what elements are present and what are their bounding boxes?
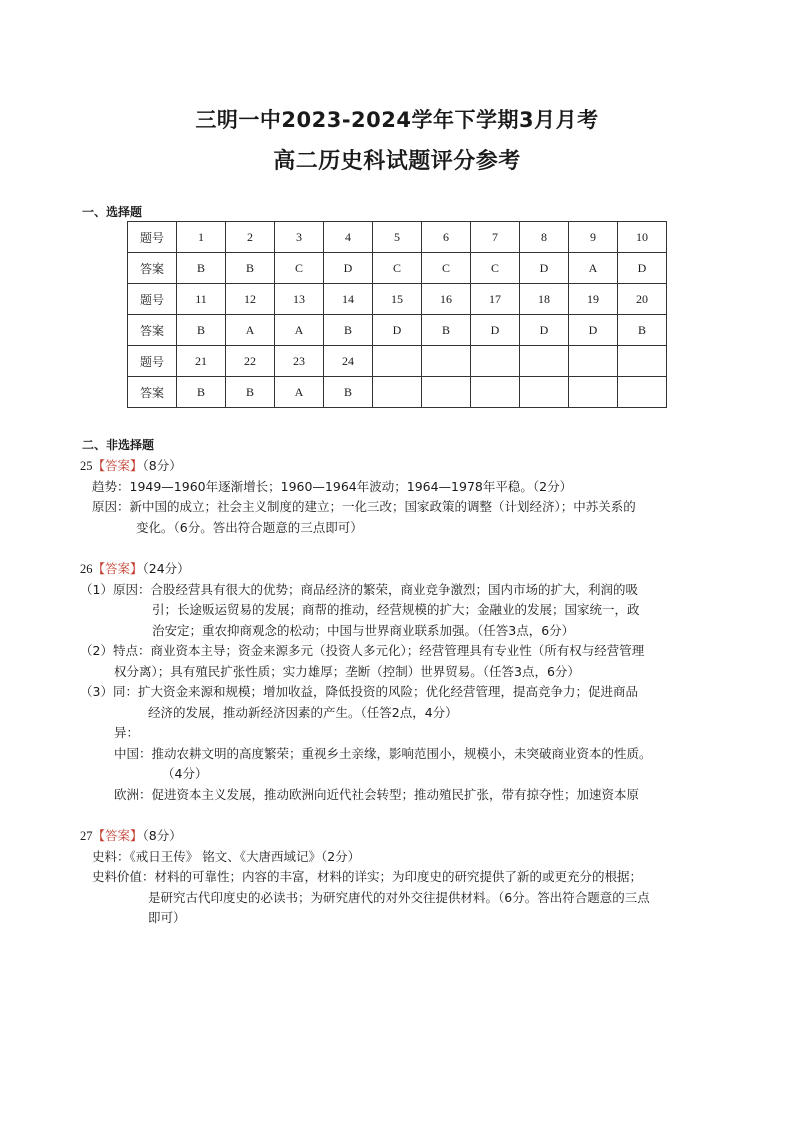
answer-tag: 【答案】 bbox=[92, 458, 143, 473]
q26-header: 26【答案】（24分） bbox=[80, 561, 190, 576]
answer-cell: A bbox=[569, 253, 618, 284]
q27-header: 27【答案】（8分） bbox=[80, 828, 182, 843]
answer-cell: D bbox=[324, 253, 373, 284]
q27-value: 史料价值：材料的可靠性；内容的丰富，材料的详实；为印度史的研究提供了新的或更充分的根据； bbox=[92, 869, 643, 884]
question-27 bbox=[80, 826, 720, 929]
answer-row bbox=[128, 377, 667, 408]
answer-row bbox=[128, 253, 667, 284]
question-number-label: 题号 bbox=[128, 222, 177, 253]
q26-china-score: （4分） bbox=[162, 766, 208, 781]
answer-cell: C bbox=[275, 253, 324, 284]
question-number-cell: 8 bbox=[520, 222, 569, 253]
question-number-cell: 21 bbox=[177, 346, 226, 377]
question-number-cell: 12 bbox=[226, 284, 275, 315]
answer-cell: A bbox=[226, 315, 275, 346]
question-number-cell: 17 bbox=[471, 284, 520, 315]
answer-cell: C bbox=[373, 253, 422, 284]
question-number-cell: 20 bbox=[618, 284, 667, 315]
answer-cell: B bbox=[177, 315, 226, 346]
q26-part1: （1）原因：合股经营具有很大的优势；商品经济的繁荣，商业竞争激烈；国内市场的扩大，利润的吸 bbox=[80, 581, 638, 597]
q26-part1-cont: 引；长途贩运贸易的发展；商帮的推动，经营规模的扩大；金融业的发展；国家统一，政 bbox=[152, 602, 640, 617]
question-number-cell: 4 bbox=[324, 222, 373, 253]
answer-cell bbox=[618, 377, 667, 408]
answer-cell bbox=[520, 377, 569, 408]
answer-cell: C bbox=[422, 253, 471, 284]
question-number-cell: 23 bbox=[275, 346, 324, 377]
question-number-cell: 6 bbox=[422, 222, 471, 253]
q27-value-cont: 是研究古代印度史的必读书；为研究唐代的对外交往提供材料。（6分。答出符合题意的三点 bbox=[148, 889, 650, 905]
answer-cell: B bbox=[618, 315, 667, 346]
q26-diff-label: 异： bbox=[114, 725, 140, 740]
q26-part2: （2）特点：商业资本主导；资金来源多元（投资人多元化）；经营管理具有专业性（所有权与经营管理 bbox=[80, 643, 645, 658]
q25-reason-cont: 变化。（6分。答出符合题意的三点即可） bbox=[136, 519, 363, 535]
question-number-cell: 14 bbox=[324, 284, 373, 315]
question-number-row bbox=[128, 222, 667, 253]
page-title: 三明一中2023-2024学年下学期3月月考 bbox=[195, 108, 599, 132]
q26-part3: （3）同：扩大资金来源和规模；增加收益，降低投资的风险；优化经营管理，提高竞争力；促进商品 bbox=[80, 684, 638, 699]
answer-cell: A bbox=[275, 377, 324, 408]
question-number-cell: 7 bbox=[471, 222, 520, 253]
answer-cell: B bbox=[177, 253, 226, 284]
answer-label: 答案 bbox=[128, 253, 177, 284]
question-number-cell: 13 bbox=[275, 284, 324, 315]
answer-cell bbox=[471, 377, 520, 408]
q26-part3-cont: 经济的发展，推动新经济因素的产生。（任答2点，4分） bbox=[148, 704, 458, 720]
question-number-cell bbox=[373, 346, 422, 377]
answer-cell: D bbox=[520, 315, 569, 346]
page-subtitle: 高二历史科试题评分参考 bbox=[273, 149, 521, 174]
answer-cell: B bbox=[177, 377, 226, 408]
answer-cell: A bbox=[275, 315, 324, 346]
question-26 bbox=[80, 559, 720, 805]
question-number-cell bbox=[618, 346, 667, 377]
section-heading-nonchoice: 二、非选择题 bbox=[82, 438, 155, 452]
answer-cell bbox=[569, 377, 618, 408]
question-number-cell: 15 bbox=[373, 284, 422, 315]
answer-label: 答案 bbox=[128, 315, 177, 346]
q25-header: 25【答案】（8分） bbox=[80, 458, 182, 473]
question-number-row bbox=[128, 346, 667, 377]
answer-cell bbox=[373, 377, 422, 408]
answer-cell: D bbox=[373, 315, 422, 346]
question-number-cell: 9 bbox=[569, 222, 618, 253]
q27-sources: 史料：《戒日王传》 铭文、《大唐西域记》（2分） bbox=[92, 848, 361, 864]
answer-cell: D bbox=[471, 315, 520, 346]
q25-reason: 原因：新中国的成立；社会主义制度的建立；一化三改；国家政策的调整（计划经济）；中苏关系的 bbox=[92, 499, 636, 514]
answer-tag: 【答案】 bbox=[92, 828, 143, 843]
answer-cell: B bbox=[422, 315, 471, 346]
answer-cell: B bbox=[226, 253, 275, 284]
question-number-cell: 1 bbox=[177, 222, 226, 253]
answer-cell: B bbox=[324, 377, 373, 408]
question-number-cell: 2 bbox=[226, 222, 275, 253]
answer-row bbox=[128, 315, 667, 346]
answer-cell: C bbox=[471, 253, 520, 284]
answer-table bbox=[127, 221, 667, 408]
question-number-cell bbox=[569, 346, 618, 377]
q26-europe: 欧洲：促进资本主义发展，推动欧洲向近代社会转型；推动殖民扩张，带有掠夺性；加速资本原 bbox=[114, 786, 640, 802]
answer-cell: D bbox=[569, 315, 618, 346]
question-number-cell: 24 bbox=[324, 346, 373, 377]
question-number-cell bbox=[422, 346, 471, 377]
question-25 bbox=[80, 456, 720, 538]
q25-trend: 趋势：1949—1960年逐渐增长；1960—1964年波动；1964—1978年平稳。（2分） bbox=[92, 478, 573, 494]
question-number-cell: 11 bbox=[177, 284, 226, 315]
question-number-cell: 16 bbox=[422, 284, 471, 315]
q27-value-cont2: 即可） bbox=[148, 910, 186, 925]
question-number-cell: 10 bbox=[618, 222, 667, 253]
question-number-cell bbox=[471, 346, 520, 377]
question-number-row bbox=[128, 284, 667, 315]
question-number-cell: 3 bbox=[275, 222, 324, 253]
question-number-label: 题号 bbox=[128, 346, 177, 377]
section-heading-choice: 一、选择题 bbox=[82, 205, 143, 219]
q26-part2-cont: 权分离）；具有殖民扩张性质；实力雄厚；垄断（控制）世界贸易。（任答3点，6分） bbox=[114, 663, 580, 679]
question-number-cell: 5 bbox=[373, 222, 422, 253]
question-number-cell: 18 bbox=[520, 284, 569, 315]
answer-cell bbox=[422, 377, 471, 408]
answer-cell: B bbox=[226, 377, 275, 408]
q26-part1-cont2: 治安定；重农抑商观念的松动；中国与世界商业联系加强。（任答3点，6分） bbox=[152, 622, 575, 638]
question-number-cell: 22 bbox=[226, 346, 275, 377]
question-number-cell: 19 bbox=[569, 284, 618, 315]
answer-cell: D bbox=[520, 253, 569, 284]
answer-cell: D bbox=[618, 253, 667, 284]
answer-tag: 【答案】 bbox=[92, 561, 143, 576]
q26-china: 中国：推动农耕文明的高度繁荣；重视乡土亲缘，影响范围小，规模小，未突破商业资本的性质。 bbox=[114, 745, 652, 761]
answer-label: 答案 bbox=[128, 377, 177, 408]
answer-cell: B bbox=[324, 315, 373, 346]
question-number-label: 题号 bbox=[128, 284, 177, 315]
question-number-cell bbox=[520, 346, 569, 377]
